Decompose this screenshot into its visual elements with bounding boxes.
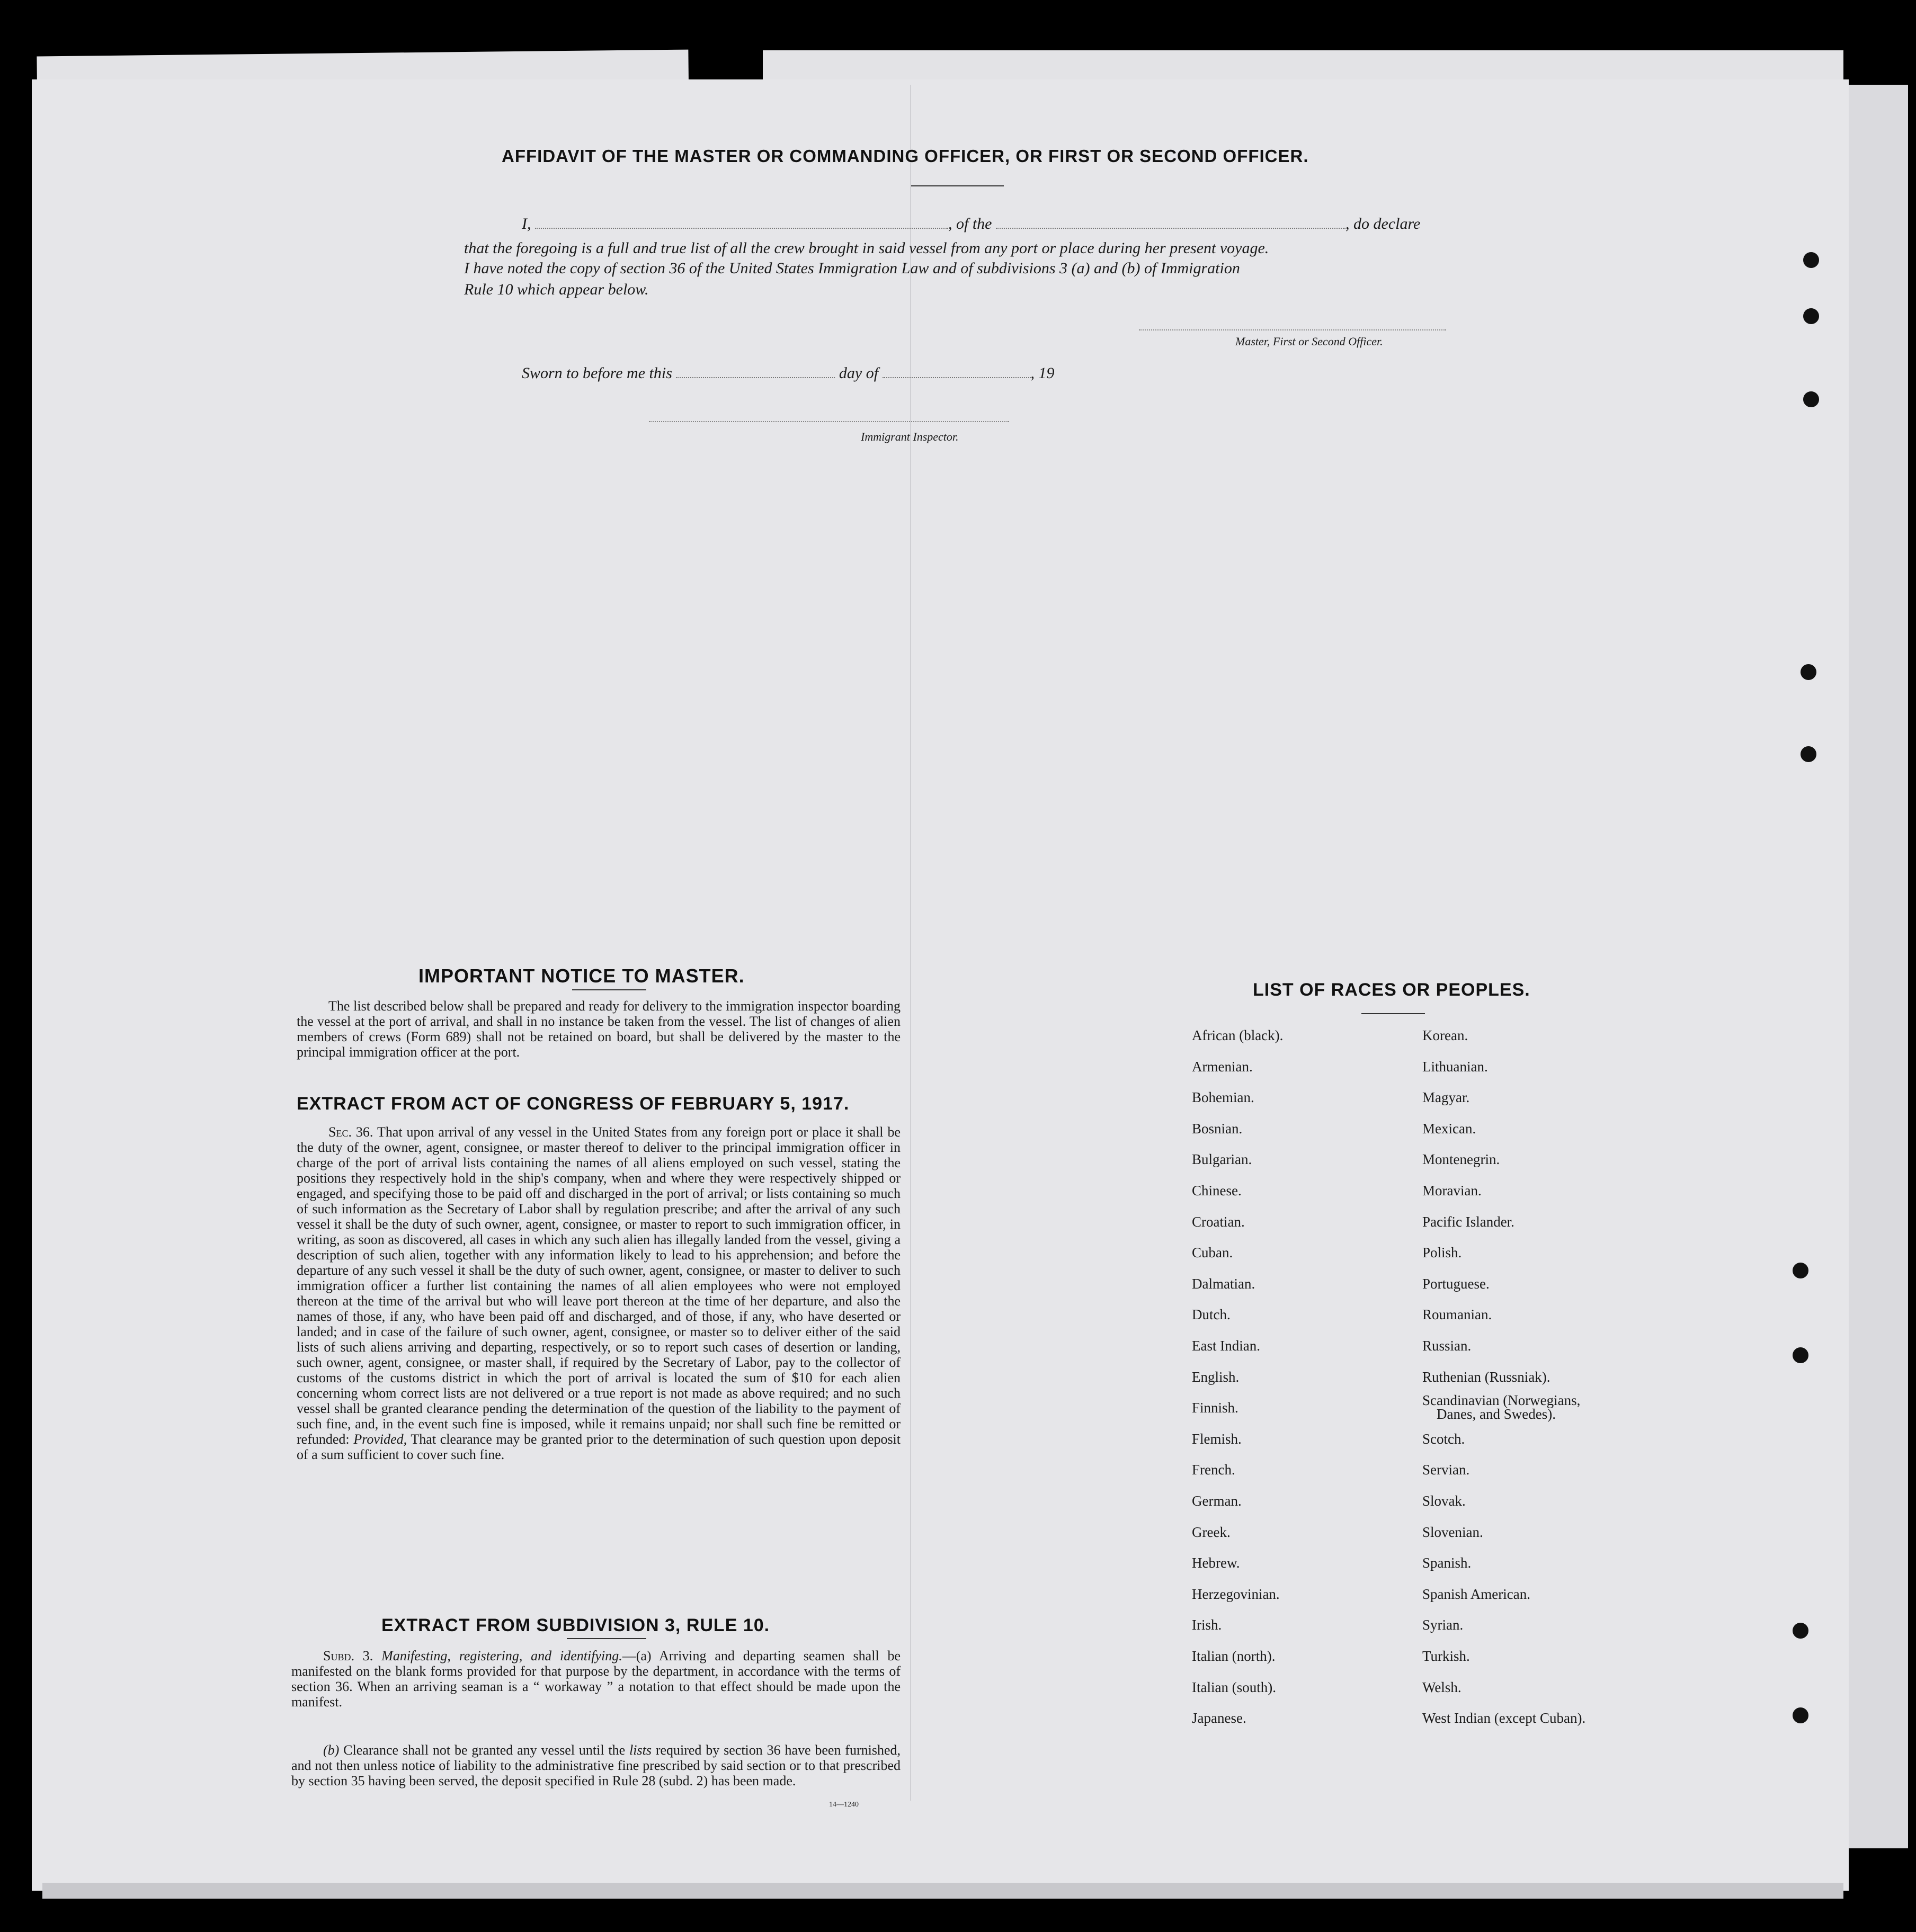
race-item: Japanese. [1192, 1710, 1246, 1726]
binder-hole [1798, 662, 1819, 682]
race-item: Bosnian. [1192, 1121, 1243, 1137]
i-label: I, [522, 215, 531, 232]
race-item: Greek. [1192, 1524, 1231, 1540]
affidavit-line-3: I have noted the copy of section 36 of the United States Immigration Law and of subdivisions 3 (a) and (b) of Immigration [464, 260, 1240, 277]
race-item: German. [1192, 1493, 1242, 1509]
races-title: LIST OF RACES OR PEOPLES. [1253, 980, 1530, 1000]
subdivision-b-text [291, 1742, 901, 1788]
act-heading: EXTRACT FROM ACT OF CONGRESS OF FEBRUARY 5, 1917. [297, 1094, 850, 1114]
binder-hole [1801, 306, 1821, 326]
race-item: Ruthenian (Russniak). [1422, 1369, 1550, 1385]
affidavit-line-2: that the foregoing is a full and true list of all the crew brought in said vessel from any port or place during her present voyage. [464, 239, 1269, 257]
inspector-label: Immigrant Inspector. [861, 430, 959, 443]
form-number: 14—1240 [829, 1801, 859, 1809]
notice-paragraph: The list described below shall be prepared and ready for delivery to the immigration inspector boarding the vessel at the port of arrival, and shall in no instance be taken from the vessel. The list of changes of alien members of crews (Form 689) shall not be retained on board, but shall be delivered by the master to the principal immigration officer at the port. [297, 998, 901, 1060]
race-item: Bulgarian. [1192, 1151, 1252, 1167]
master-label: Master, First or Second Officer. [1235, 335, 1383, 348]
title-underline [911, 185, 1004, 186]
race-item: Moravian. [1422, 1183, 1482, 1198]
binder-hole [1790, 1260, 1811, 1281]
race-item: English. [1192, 1369, 1240, 1385]
race-item: Dutch. [1192, 1307, 1231, 1322]
race-item: Slovenian. [1422, 1524, 1483, 1540]
notice-title-underline [572, 989, 646, 990]
binder-hole [1801, 250, 1821, 270]
section-36-text [297, 1124, 901, 1462]
subd-label: Subd. 3. [323, 1648, 373, 1663]
year-label: , 19 [1030, 364, 1055, 382]
race-item: Spanish. [1422, 1555, 1472, 1571]
sworn-label: Sworn to before me this [522, 364, 672, 382]
race-item: Portuguese. [1422, 1276, 1490, 1292]
month-blank[interactable] [883, 377, 1031, 378]
race-item: West Indian (except Cuban). [1422, 1710, 1586, 1726]
race-item: Hebrew. [1192, 1555, 1240, 1571]
race-item: Herzegovinian. [1192, 1586, 1280, 1602]
rule-heading-underline [567, 1638, 646, 1639]
affidavit-line-1 [522, 215, 1420, 233]
race-item: Mexican. [1422, 1121, 1476, 1137]
inspector-signature-line[interactable] [649, 420, 1009, 422]
race-item: East Indian. [1192, 1338, 1260, 1354]
provided-label: Provided, [353, 1432, 407, 1447]
binder-hole [1798, 744, 1819, 764]
race-item: Pacific Islander. [1422, 1214, 1514, 1230]
sec-body: That upon arrival of any vessel in the United States from any foreign port or place it shall be the duty of the owner, agent, consignee, or master thereof to deliver to the principal immigration officer in charge of the port of arrival lists containing the names of all aliens employed on such vessel, stating the positions they respectively hold in the ship's company, when and where they were respectively shipped or engaged, and specifying those to be paid off and discharged in the port of arrival; or lists containing so much of such information as the Secretary of Labor shall by regulation prescribe; and after the arrival of any such vessel it shall be the duty of such owner, agent, consignee, or master to report to such immigration officer, in writing, as soon as discovered, all cases in which any such alien has illegally landed from the vessel, giving a description of such alien, together with any information likely to lead to his apprehension; and before the departure of any such vessel it shall be the duty of such owner, agent, consignee, or master to deliver to such immigration officer a further list containing the names of all alien employees who were not employed thereon at the time of the arrival but who will leave port thereon at the time of her departure, and also the names of those, if any, who have been paid off and discharged, and of those, if any, who have deserted or landed; and in case of the failure of such owner, agent, consignee, or master so to deliver either of the said lists of such aliens arriving and departing, respectively, or so to report such cases of desertion or landing, such owner, agent, consignee, or master shall, if required by the Secretary of Labor, pay to the collector of customs of the customs district in which the port of arrival is located the sum of $10 for each alien concerning whom correct lists are not delivered or a true report is not made as above required; and no such vessel shall be granted clearance pending the determination of the question of the liability to the payment of such fine, and, in the event such fine is imposed, while it remains unpaid; nor shall such fine be remitted or refunded: [297, 1124, 901, 1447]
race-item-scandinavian-continued: Danes, and Swedes). [1437, 1406, 1556, 1422]
subd-b-lists: lists [629, 1742, 652, 1758]
race-item: Armenian. [1192, 1059, 1253, 1075]
notice-title: IMPORTANT NOTICE TO MASTER. [418, 965, 745, 987]
subd-italic: Manifesting, registering, and identifying. [381, 1648, 622, 1663]
page-bottom-edge [42, 1883, 1843, 1899]
race-item: Montenegrin. [1422, 1151, 1500, 1167]
race-item: Irish. [1192, 1617, 1222, 1633]
subd-a-body: —(a) Arriving and departing seamen shall be manifested on the blank forms provided for that purpose by the department, in accordance with the terms of section 36. When an arriving seaman is a “ workaway ” a notation to that effect should be made upon the manifest. [291, 1648, 901, 1710]
binder-hole [1801, 389, 1821, 409]
do-declare-label: , do declare [1345, 215, 1421, 232]
race-item: Turkish. [1422, 1648, 1470, 1664]
race-item: Italian (north). [1192, 1648, 1276, 1664]
race-item: Syrian. [1422, 1617, 1464, 1633]
race-item: Finnish. [1192, 1400, 1238, 1416]
affidavit-line-4: Rule 10 which appear below. [464, 281, 649, 298]
race-item: Lithuanian. [1422, 1059, 1488, 1075]
race-item: Dalmatian. [1192, 1276, 1255, 1292]
race-item: Russian. [1422, 1338, 1472, 1354]
race-item: French. [1192, 1462, 1235, 1478]
sworn-line [522, 364, 1055, 382]
race-item: Welsh. [1422, 1679, 1461, 1695]
subd-b-start: Clearance shall not be granted any vessel until the [343, 1742, 626, 1758]
name-blank[interactable] [535, 228, 948, 229]
master-signature-line[interactable] [1139, 328, 1446, 330]
subdivision-a-text [291, 1648, 901, 1710]
race-item: Chinese. [1192, 1183, 1242, 1198]
race-item: Spanish American. [1422, 1586, 1530, 1602]
day-blank[interactable] [676, 377, 835, 378]
race-item: Bohemian. [1192, 1089, 1254, 1105]
binder-hole [1790, 1621, 1811, 1641]
sec-label: Sec. 36. [328, 1124, 373, 1140]
race-item: African (black). [1192, 1027, 1284, 1043]
race-item: Servian. [1422, 1462, 1470, 1478]
of-the-label: , of the [948, 215, 992, 232]
race-item: Scandinavian (Norwegians, [1422, 1392, 1581, 1408]
day-of-label: day of [839, 364, 879, 382]
document-page [32, 79, 1849, 1891]
center-fold [910, 85, 911, 1801]
races-title-underline [1361, 1013, 1425, 1014]
underlying-sheet-edge [1843, 85, 1908, 1848]
race-item: Korean. [1422, 1027, 1468, 1043]
binder-hole [1790, 1345, 1811, 1365]
race-item: Magyar. [1422, 1089, 1470, 1105]
race-item: Italian (south). [1192, 1679, 1276, 1695]
race-item: Polish. [1422, 1245, 1462, 1260]
race-item: Scotch. [1422, 1431, 1465, 1447]
race-item: Flemish. [1192, 1431, 1242, 1447]
rule-heading: EXTRACT FROM SUBDIVISION 3, RULE 10. [381, 1615, 770, 1635]
race-item: Cuban. [1192, 1245, 1233, 1260]
binder-hole [1790, 1705, 1811, 1725]
affidavit-title: AFFIDAVIT OF THE MASTER OR COMMANDING OFFICER, OR FIRST OR SECOND OFFICER. [502, 146, 1309, 166]
race-item: Slovak. [1422, 1493, 1466, 1509]
sec-body-end: That clearance may be granted prior to the determination of such question upon deposit of a sum sufficient to cover such fine. [297, 1432, 901, 1462]
subd-b-end: required by section 36 have been furnished, and not then unless notice of liability to the administrative fine prescribed by said section or to that prescribed by section 35 having been served, the deposit specified in Rule 28 (subd. 2) has been made. [291, 1742, 901, 1788]
race-item: Croatian. [1192, 1214, 1245, 1230]
subd-b-label: (b) [323, 1742, 340, 1758]
race-item: Roumanian. [1422, 1307, 1492, 1322]
vessel-blank[interactable] [996, 228, 1345, 229]
